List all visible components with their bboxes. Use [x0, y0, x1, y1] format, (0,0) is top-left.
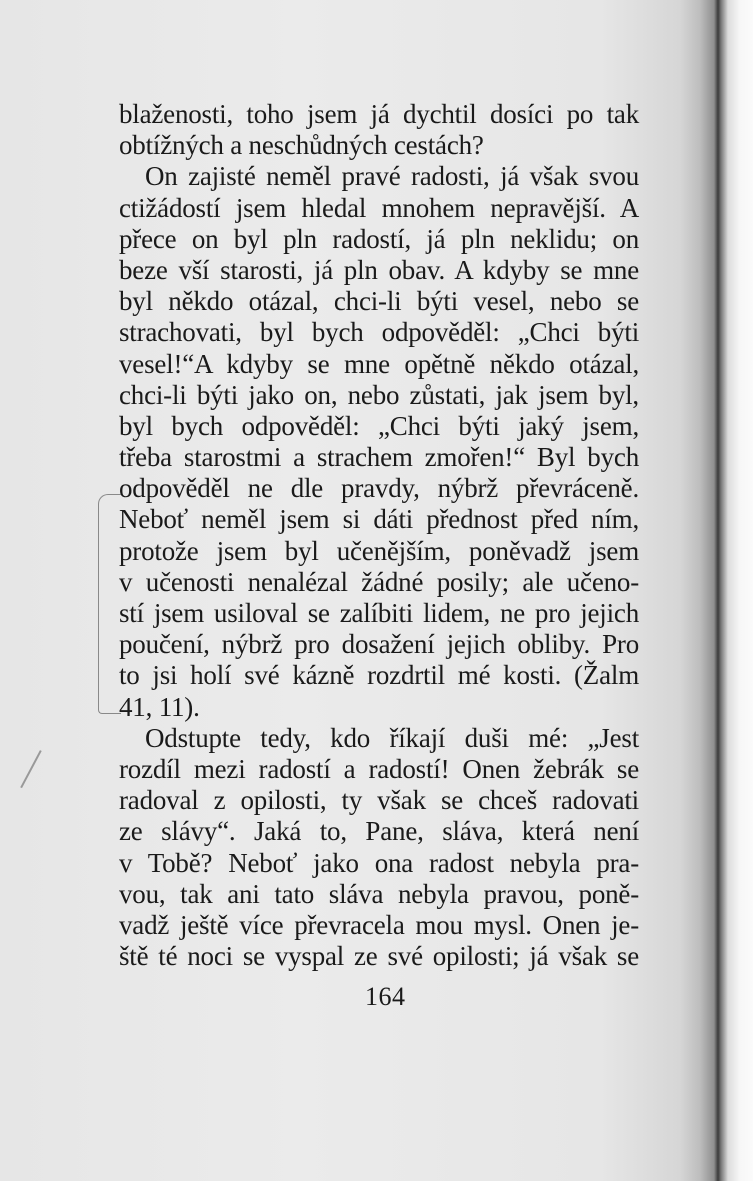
- pencil-tick-mark: [20, 750, 41, 788]
- text-line: strachovati, byl bych odpověděl: „Chci býti: [119, 317, 639, 348]
- text-line: Neboť neměl jsem si dáti přednost před ním,: [119, 504, 639, 535]
- text-line: ctižádostí jsem hledal mnohem nepravější. A: [119, 192, 639, 223]
- text-line: byl bych odpověděl: „Chci býti jaký jsem,: [119, 410, 639, 441]
- text-line: radoval z opilosti, ty však se chceš radovati: [119, 785, 639, 816]
- pencil-bracket-mark: [98, 494, 121, 714]
- page-number: 164: [365, 982, 406, 1011]
- text-line: rozdíl mezi radostí a radostí! Onen žebrák se: [119, 753, 639, 784]
- text-line: třeba starostmi a strachem zmořen!“ Byl bych: [119, 442, 639, 473]
- text-line: vadž ještě více převracela mou mysl. Onen je-: [119, 909, 639, 940]
- text-line: beze vší starosti, já pln obav. A kdyby se mne: [119, 254, 639, 285]
- text-line: přece on byl pln radostí, já pln neklidu; on: [119, 223, 639, 254]
- text-line: stí jsem usiloval se zalíbiti lidem, ne pro jejich: [119, 598, 639, 628]
- text-line: vou, tak ani tato sláva nebyla pravou, poně-: [119, 878, 639, 909]
- text-line: On zajisté neměl pravé radosti, já však svou: [145, 161, 639, 192]
- text-line: 41, 11).: [119, 691, 200, 722]
- text-line: chci-li býti jako on, nebo zůstati, jak jsem byl,: [119, 379, 639, 410]
- text-line: byl někdo otázal, chci-li býti vesel, nebo se: [119, 286, 639, 317]
- text-line: to jsi holí své kázně rozdrtil mé kosti. (Žalm: [119, 660, 639, 691]
- text-line: v Tobě? Neboť jako ona radost nebyla pra-: [119, 847, 639, 878]
- text-line: Odstupte tedy, kdo říkají duši mé: „Jest: [145, 722, 639, 753]
- text-line: v učenosti nenalézal žádné posily; ale učeno-: [119, 566, 639, 597]
- body-text: [119, 99, 639, 972]
- text-line: obtížných a neschůdných cestách?: [119, 130, 484, 161]
- text-line: odpověděl ne dle pravdy, nýbrž převráceně.: [119, 473, 639, 504]
- text-line: blaženosti, toho jsem já dychtil dosíci po tak: [119, 99, 639, 129]
- text-line: ště té noci se vyspal ze své opilosti; já však se: [119, 941, 639, 972]
- text-line: protože jsem byl učenějším, poněvadž jsem: [119, 535, 639, 566]
- text-line: ze slávy“. Jaká to, Pane, sláva, která není: [119, 816, 639, 847]
- text-line: vesel!“A kdyby se mne opětně někdo otázal,: [119, 348, 639, 379]
- text-line: poučení, nýbrž pro dosažení jejich obliby. Pro: [119, 629, 639, 660]
